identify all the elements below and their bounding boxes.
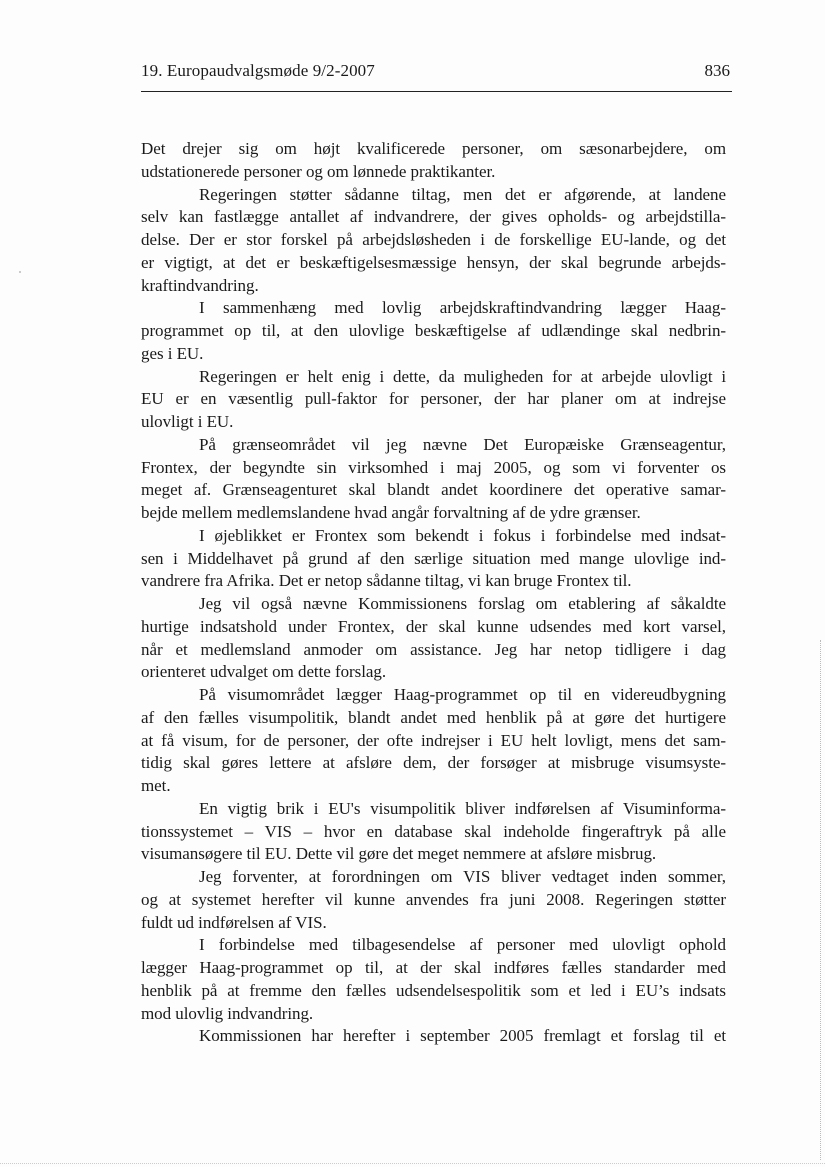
text-line: sen i Middelhavet på grund af den særlige situation med mange ulovlige ind- — [141, 548, 726, 568]
text-line: kraftindvandring. — [141, 275, 259, 295]
text-line: udstationerede personer og om lønnede praktikanter. — [141, 161, 496, 181]
text-line: fuldt ud indførelsen af VIS. — [141, 912, 327, 932]
text-line: henblik på at fremme den fælles udsendelsespolitik som et led i EU’s indsats — [141, 980, 726, 1000]
text-line: I forbindelse med tilbagesendelse af personer med ulovligt ophold — [199, 935, 726, 955]
text-line: I øjeblikket er Frontex som bekendt i fokus i forbindelse med indsat- — [199, 525, 726, 545]
body-text — [141, 138, 726, 1048]
text-line: at få visum, for de personer, der ofte indrejser i EU helt lovligt, mens det sam- — [141, 730, 726, 750]
text-line: tionssystemet – VIS – hvor en database skal indeholde fingeraftryk på alle — [141, 821, 726, 841]
paragraph — [141, 184, 726, 298]
text-line: En vigtig brik i EU's visumpolitik bliver indførelsen af Visuminforma- — [199, 798, 726, 818]
text-line: Regeringen støtter sådanne tiltag, men det er afgørende, at landene — [199, 184, 726, 204]
text-line: bejde mellem medlemslandene hvad angår forvaltning af de ydre grænser. — [141, 503, 641, 522]
text-line: På visumområdet lægger Haag-programmet op til en videreudbygning — [199, 685, 726, 704]
text-line: af den fælles visumpolitik, blandt andet med henblik på at gøre det hurtigere — [141, 707, 726, 727]
text-line: ges i EU. — [141, 343, 204, 363]
scan-bottom-edge — [0, 1162, 825, 1164]
text-line: meget af. Grænseagenturet skal blandt andet koordinere det operative samar- — [141, 480, 726, 500]
paragraph — [141, 593, 726, 684]
text-line: når et medlemsland anmoder om assistance. Jeg har netop tidligere i dag — [141, 639, 726, 659]
text-line: orienteret udvalget om dette forslag. — [141, 662, 387, 682]
page-header — [141, 59, 732, 92]
text-line: met. — [141, 776, 171, 795]
text-line: Det drejer sig om højt kvalificerede personer, om sæsonarbejdere, om — [141, 139, 726, 158]
page-number: 836 — [704, 61, 730, 80]
text-line: og at systemet herefter vil kunne anvendes fra juni 2008. Regeringen støtter — [141, 889, 726, 909]
paragraph — [141, 297, 726, 365]
text-line: er vigtigt, at det er beskæftigelsesmæssige hensyn, der skal begrunde arbejds- — [141, 252, 726, 272]
paragraph — [141, 138, 726, 184]
text-line: På grænseområdet vil jeg nævne Det Europæiske Grænseagentur, — [199, 434, 726, 454]
text-line: I sammenhæng med lovlig arbejdskraftindvandring lægger Haag- — [199, 298, 726, 318]
text-line: hurtige indsatshold under Frontex, der skal kunne udsendes med kort varsel, — [141, 616, 726, 636]
text-line: selv kan fastlægge antallet af indvandrere, der gives opholds- og arbejdstilla- — [141, 207, 726, 227]
text-line: lægger Haag-programmet op til, at der skal indføres fælles standarder med — [141, 958, 726, 977]
text-line: programmet op til, at den ulovlige beskæftigelse af udlændinge skal nedbrin- — [141, 321, 726, 340]
text-line: delse. Der er stor forskel på arbejdsløsheden i de forskellige EU-lande, og det — [141, 230, 726, 249]
paragraph — [141, 684, 726, 798]
text-line: Frontex, der begyndte sin virksomhed i maj 2005, og som vi forventer os — [141, 457, 726, 477]
paragraph — [141, 525, 726, 593]
paragraph — [141, 798, 726, 866]
text-line: Kommissionen har herefter i september 2005 fremlagt et forslag til et — [199, 1026, 726, 1046]
text-line: EU er en væsentlig pull-faktor for personer, der har planer om at indrejse — [141, 389, 726, 409]
scan-edge — [819, 640, 821, 1160]
scan-speck — [19, 271, 21, 273]
text-line: Jeg forventer, at forordningen om VIS bliver vedtaget inden sommer, — [199, 867, 726, 886]
text-line: Regeringen er helt enig i dette, da muligheden for at arbejde ulovligt i — [199, 366, 726, 386]
text-line: Jeg vil også nævne Kommissionens forslag om etablering af såkaldte — [199, 594, 726, 613]
paragraph — [141, 366, 726, 434]
paragraph — [141, 434, 726, 525]
text-line: ulovligt i EU. — [141, 412, 234, 431]
paragraph — [141, 866, 726, 934]
paragraph — [141, 934, 726, 1025]
paragraph — [141, 1025, 726, 1048]
text-line: vandrere fra Afrika. Det er netop sådanne tiltag, vi kan bruge Frontex til. — [141, 571, 632, 591]
text-line: tidig skal gøres lettere at afsløre dem, der forsøger at misbruge visumsyste- — [141, 753, 726, 773]
text-line: mod ulovlig indvandring. — [141, 1003, 314, 1023]
header-title: 19. Europaudvalgsmøde 9/2-2007 — [141, 61, 375, 80]
text-line: visumansøgere til EU. Dette vil gøre det meget nemmere at afsløre misbrug. — [141, 844, 657, 864]
